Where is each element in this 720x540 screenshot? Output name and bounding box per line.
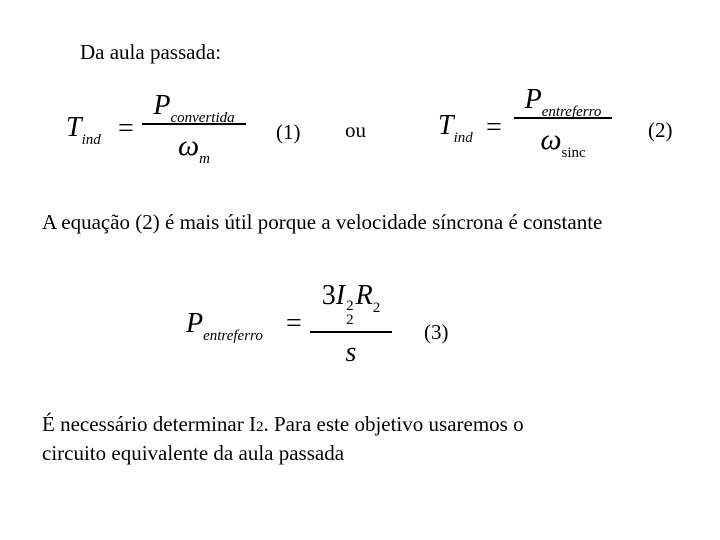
eq3-num-R: R [355,280,373,311]
eq1-den-main: ω [177,129,200,162]
eq1-den-sub: m [199,151,211,167]
conclusion-line-1-b: . Para este objetivo usaremos o [263,412,524,436]
conclusion-line-1-sub: 2 [255,419,264,435]
eq3-num-I-sup: 2 [346,298,354,314]
eq1-fraction [142,90,246,167]
eq3-label: (3) [424,320,449,344]
eq1-num-main: P [153,90,171,121]
eq1-lhs-sub: ind [81,132,101,148]
eq3-numerator [322,282,380,328]
connector-ou: ou [345,118,366,142]
eq2-den-main: ω [540,123,562,156]
eq1-denominator [177,129,211,167]
eq1-numerator [153,90,235,126]
eq3-lhs-sub: entreferro [203,328,263,344]
eq3-num-I-sub: 2 [346,312,354,329]
eq3-num-R-sub: 2 [372,300,381,316]
eq3-num-I: I [335,280,346,311]
statement-text: A equação (2) é mais útil porque a velocidade síncrona é constante [42,210,603,234]
eq2-numerator [524,84,602,120]
eq2-lhs-sub: ind [453,130,473,146]
eq2-lhs [438,110,473,146]
conclusion-line-1-a: É necessário determinar I [42,412,256,436]
eq3-fraction [310,282,392,367]
eq1-label: (1) [276,120,301,144]
eq2-num-main: P [524,84,542,115]
eq3-equals: = [286,308,302,339]
eq1-num-sub: convertida [170,110,235,126]
eq3-num-I-scripts [346,299,354,328]
eq2-denominator [540,123,586,161]
eq1-lhs [66,112,101,148]
eq3-lhs [186,308,263,344]
eq2-label: (2) [648,118,673,142]
intro-text: Da aula passada: [80,40,222,64]
eq1-equals: = [118,113,134,144]
eq2-lhs-main: T [438,110,454,141]
eq3-lhs-main: P [186,308,204,339]
eq3-fraction-bar [310,331,392,333]
eq3-num-coef: 3 [321,280,336,311]
eq2-num-sub: entreferro [541,104,602,120]
eq2-fraction [514,84,612,161]
conclusion-line-1 [42,414,524,435]
eq2-equals: = [486,112,502,143]
eq1-lhs-main: T [66,112,82,143]
eq2-den-sub: sinc [561,145,586,161]
conclusion-line-2: circuito equivalente da aula passada [42,441,345,465]
eq3-denominator: s [345,336,357,368]
